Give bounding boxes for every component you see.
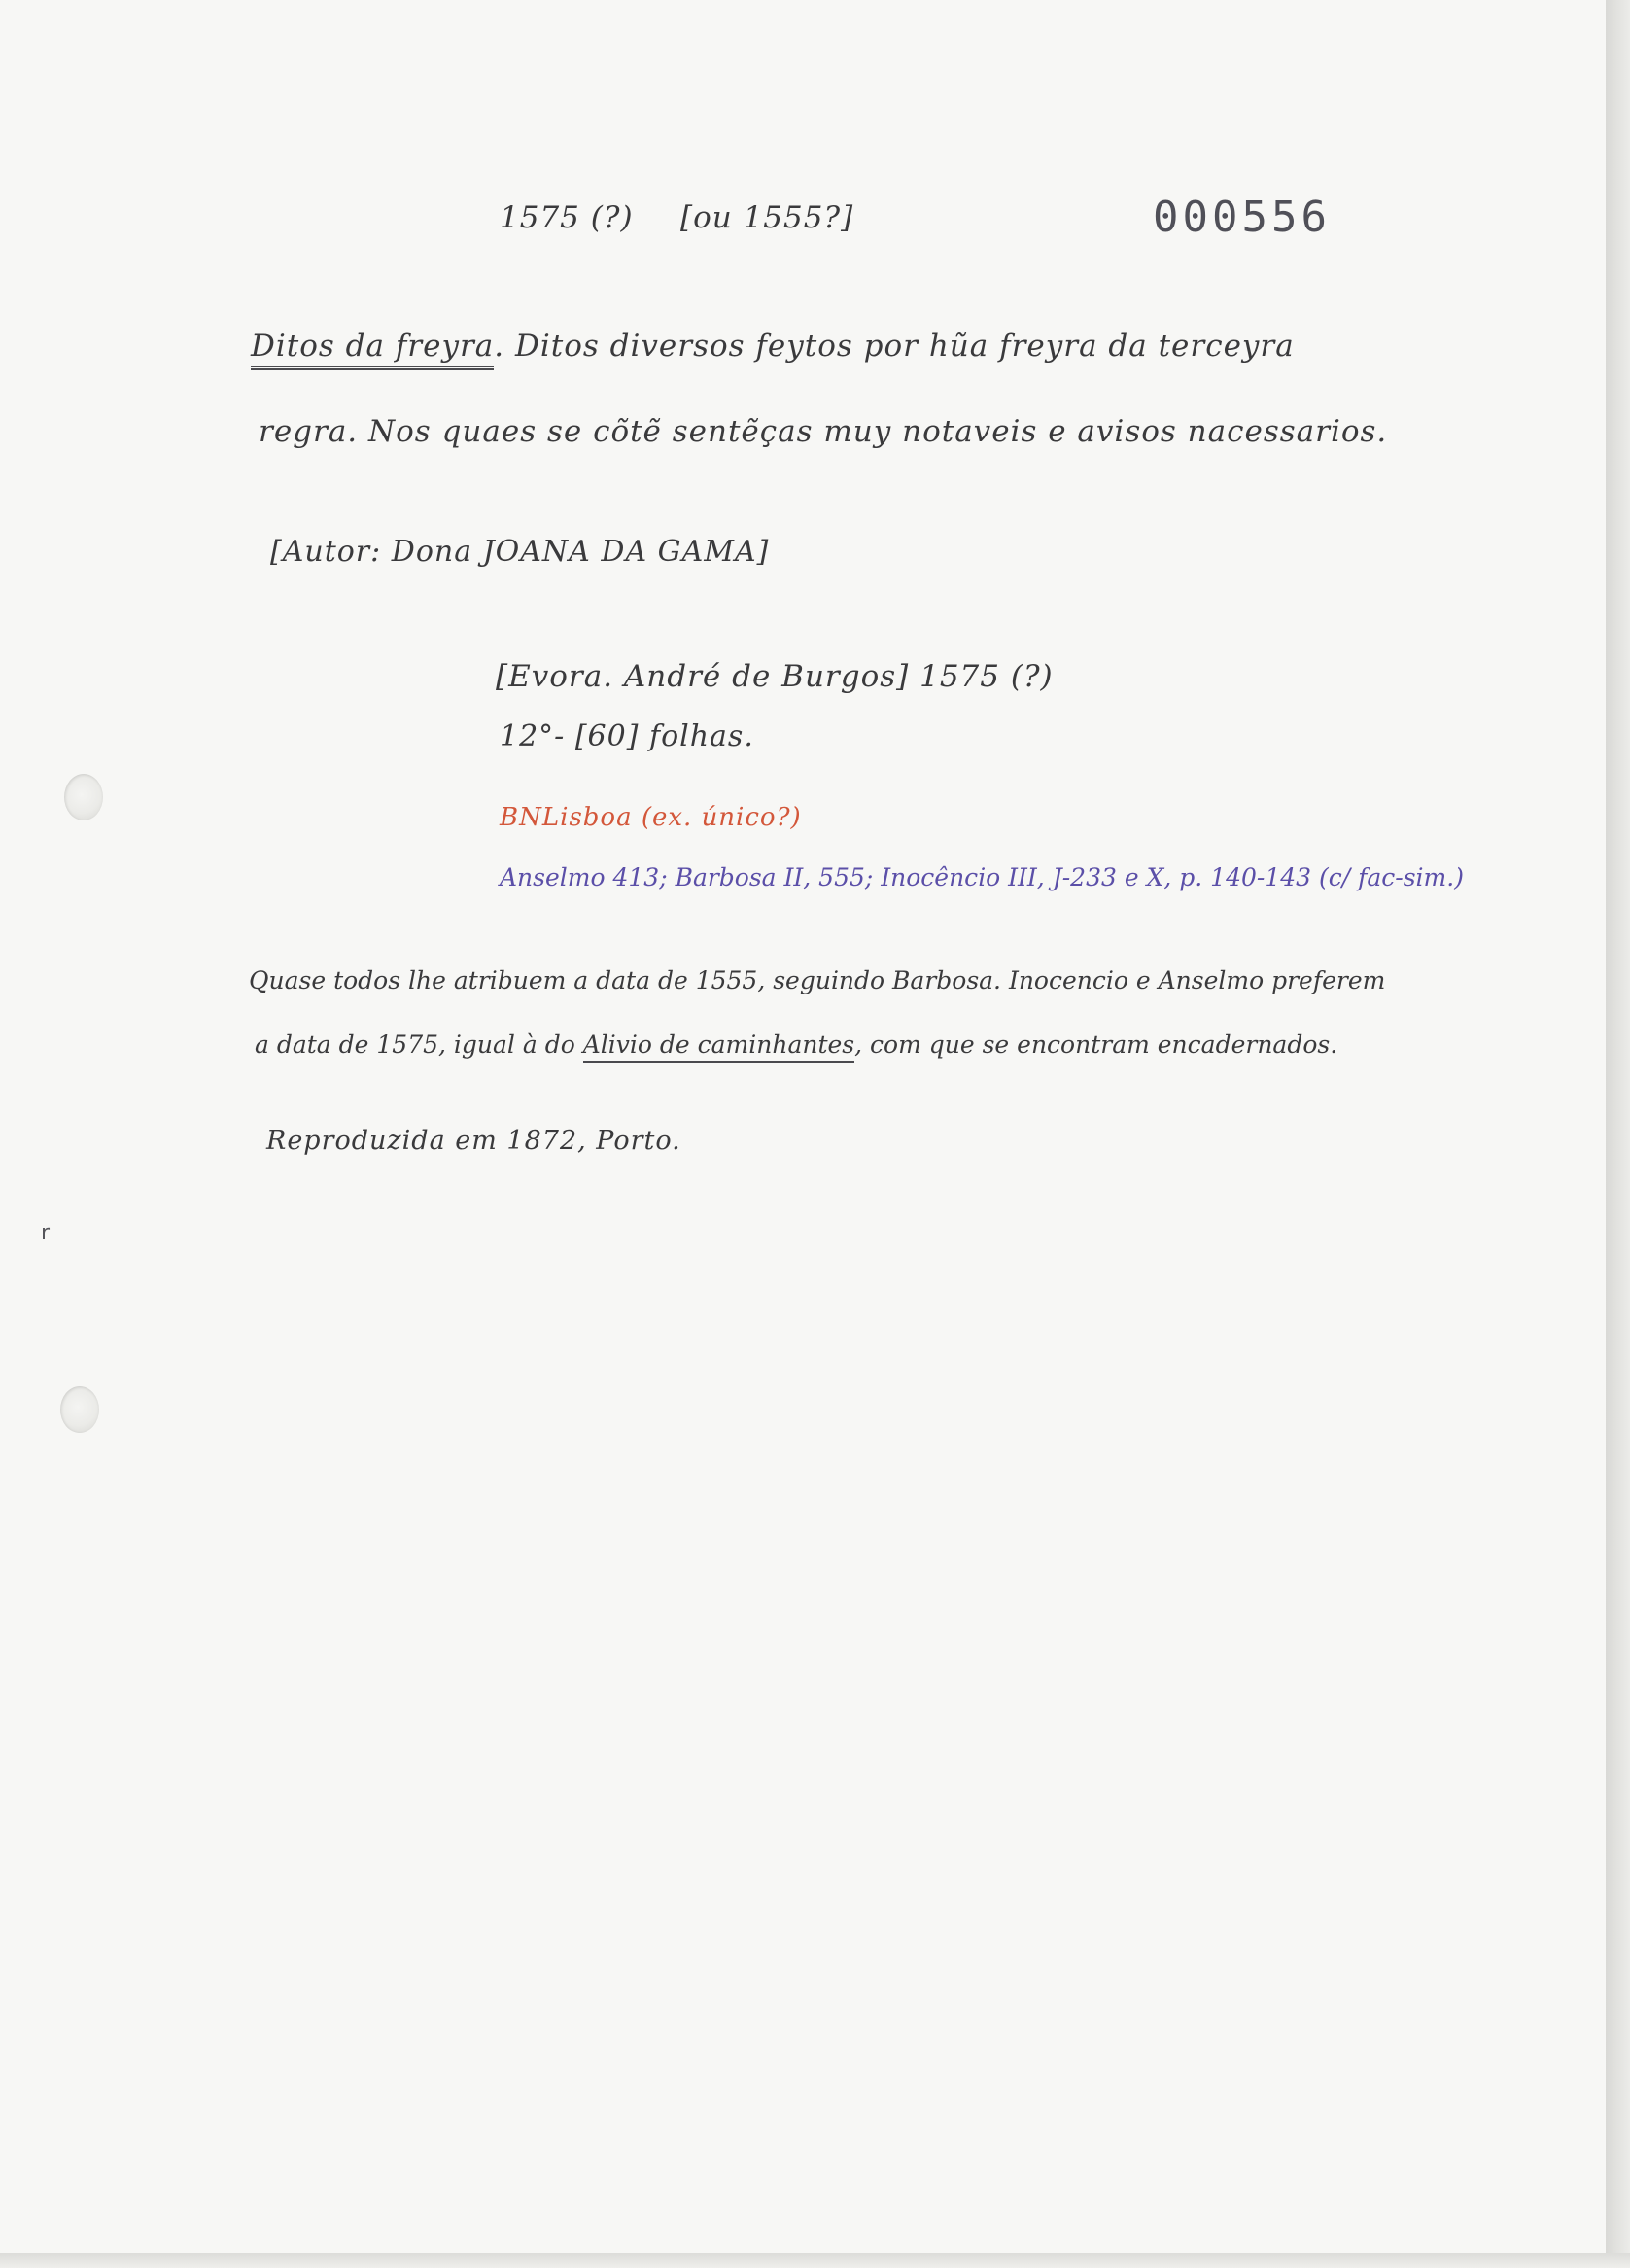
header-alt-date: [ou 1555?]: [680, 200, 854, 235]
page-edge: [1606, 0, 1630, 2268]
note-line-1: Quase todos lhe atribuem a data de 1555, seguindo Barbosa. Inocencio e Anselmo preferem: [249, 966, 1386, 994]
page-bottom-edge: [0, 2253, 1630, 2268]
format-line: 12°- [60] folhas.: [500, 719, 754, 753]
note-line-2-end: , com que se encontram encadernados.: [854, 1030, 1338, 1059]
holdings-line: BNLisboa (ex. único?): [500, 803, 802, 832]
note-line-2-start: a data de 1575, igual à do: [255, 1030, 575, 1059]
punch-hole: [60, 1386, 99, 1433]
reproduction-note: Reproduzida em 1872, Porto.: [266, 1126, 681, 1156]
title-continuation: . Ditos diversos feytos por hũa freyra da terceyra: [494, 329, 1295, 364]
imprint-line: [Evora. André de Burgos] 1575 (?): [496, 659, 1054, 694]
references-line: Anselmo 413; Barbosa II, 555; Inocêncio III, J-233 e X, p. 140-143 (c/ fac-sim.): [500, 863, 1464, 891]
short-title: Ditos da freyra: [251, 329, 494, 370]
header-date: 1575 (?): [500, 200, 634, 235]
related-work-title: Alivio de caminhantes: [583, 1030, 854, 1063]
reference-number-stamp: 000556: [1153, 192, 1331, 242]
title-line-1: [251, 329, 1295, 364]
punch-hole: [64, 774, 103, 820]
author-line: [Autor: Dona JOANA DA GAMA]: [270, 535, 770, 569]
margin-mark: r: [41, 1221, 51, 1245]
note-line-2: [255, 1030, 1337, 1059]
title-line-2: regra. Nos quaes se cõtẽ sentẽças muy notaveis e avisos nacessarios.: [259, 414, 1388, 449]
